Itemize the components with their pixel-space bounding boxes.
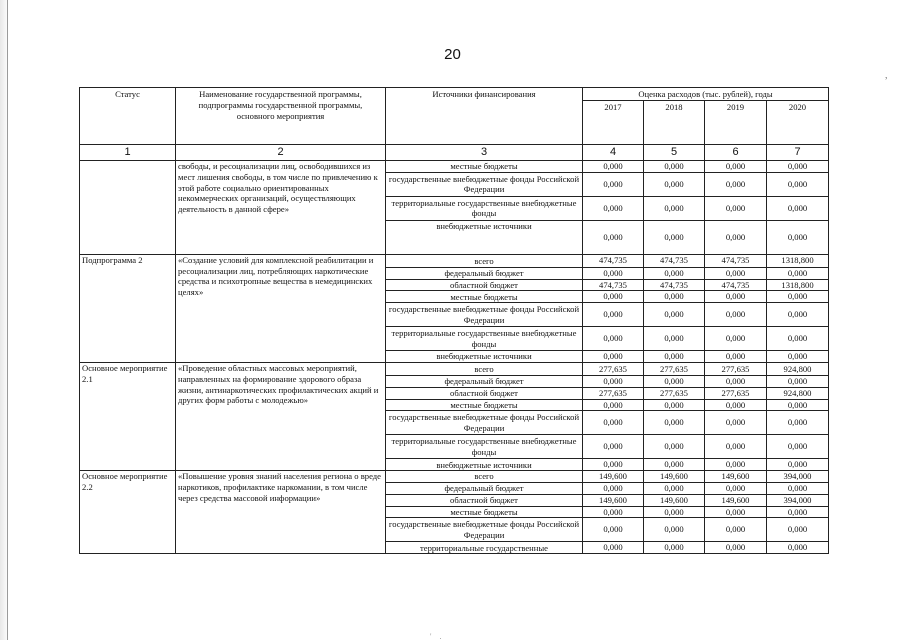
value-cell-2017: 0,000 [583,399,644,411]
value-cell-2020: 0,000 [767,506,829,518]
value-cell-2018: 149,600 [644,471,705,483]
value-cell-2017: 0,000 [583,506,644,518]
value-cell-2020: 0,000 [767,220,829,254]
value-cell-2018: 277,635 [644,362,705,375]
col-number: 2 [176,145,386,161]
value-cell-2019: 0,000 [705,196,767,220]
funding-source-cell: внебюджетные источники [386,351,583,363]
value-cell-2019: 0,000 [705,482,767,494]
value-cell-2019: 0,000 [705,161,767,173]
col-number: 4 [583,145,644,161]
value-cell-2020: 0,000 [767,518,829,542]
header-estimate: Оценка расходов (тыс. рублей), годы [583,88,829,101]
col-number: 7 [767,145,829,161]
value-cell-2018: 149,600 [644,494,705,506]
value-cell-2017: 0,000 [583,482,644,494]
value-cell-2020: 0,000 [767,172,829,196]
status-cell [80,161,176,255]
value-cell-2019: 0,000 [705,518,767,542]
value-cell-2019: 0,000 [705,411,767,435]
value-cell-2017: 277,635 [583,362,644,375]
funding-source-cell: территориальные государственные внебюджетные фонды [386,196,583,220]
value-cell-2018: 0,000 [644,327,705,351]
value-cell-2017: 0,000 [583,351,644,363]
value-cell-2018: 0,000 [644,518,705,542]
value-cell-2019: 0,000 [705,172,767,196]
financing-table [79,87,829,554]
scan-mark: , [885,70,888,81]
header-year-2017: 2017 [583,101,644,145]
col-number: 3 [386,145,583,161]
value-cell-2017: 0,000 [583,542,644,554]
header-year-2019: 2019 [705,101,767,145]
funding-source-cell: местные бюджеты [386,506,583,518]
value-cell-2020: 394,000 [767,471,829,483]
funding-source-cell: внебюджетные источники [386,220,583,254]
value-cell-2019: 0,000 [705,459,767,471]
value-cell-2018: 0,000 [644,172,705,196]
value-cell-2018: 0,000 [644,220,705,254]
value-cell-2018: 0,000 [644,351,705,363]
value-cell-2020: 0,000 [767,399,829,411]
funding-source-cell: государственные внебюджетные фонды Российской Федерации [386,518,583,542]
scan-artifact: ' . [430,632,445,641]
program-name-cell: «Создание условий для комплексной реабилитации и ресоциализации лиц, потребляющих наркотические средства и психотропные вещества в немедицинских целях» [176,254,386,362]
value-cell-2019: 0,000 [705,327,767,351]
value-cell-2018: 277,635 [644,387,705,399]
funding-source-cell: местные бюджеты [386,161,583,173]
value-cell-2020: 0,000 [767,161,829,173]
value-cell-2017: 0,000 [583,220,644,254]
funding-source-cell: областной бюджет [386,279,583,291]
value-cell-2017: 0,000 [583,435,644,459]
value-cell-2019: 0,000 [705,303,767,327]
value-cell-2017: 0,000 [583,196,644,220]
header-year-2020: 2020 [767,101,829,145]
table-row [80,362,829,375]
value-cell-2020: 0,000 [767,482,829,494]
scan-left-edge [0,0,8,640]
value-cell-2018: 0,000 [644,196,705,220]
value-cell-2017: 474,735 [583,279,644,291]
funding-source-cell: всего [386,471,583,483]
value-cell-2017: 0,000 [583,411,644,435]
funding-source-cell: государственные внебюджетные фонды Российской Федерации [386,172,583,196]
value-cell-2018: 0,000 [644,161,705,173]
value-cell-2019: 474,735 [705,279,767,291]
header-status: Статус [80,88,176,145]
value-cell-2018: 474,735 [644,254,705,267]
value-cell-2019: 277,635 [705,387,767,399]
status-cell: Основное мероприятие 2.2 [80,471,176,554]
value-cell-2018: 0,000 [644,267,705,279]
value-cell-2019: 149,600 [705,471,767,483]
value-cell-2018: 0,000 [644,375,705,387]
funding-source-cell: территориальные государственные внебюджетные фонды [386,435,583,459]
value-cell-2017: 0,000 [583,161,644,173]
value-cell-2019: 277,635 [705,362,767,375]
status-cell: Основное мероприятие 2.1 [80,362,176,470]
value-cell-2017: 149,600 [583,494,644,506]
value-cell-2018: 0,000 [644,291,705,303]
value-cell-2018: 0,000 [644,459,705,471]
value-cell-2018: 0,000 [644,303,705,327]
value-cell-2019: 0,000 [705,351,767,363]
funding-source-cell: федеральный бюджет [386,482,583,494]
program-name-cell: свободы, и ресоциализации лиц, освободившихся из мест лишения свободы, в том числе по привлечению к этой работе социально ориентированных некоммерческих организаций, осуществляющих деятельность в данной сфере» [176,161,386,255]
value-cell-2018: 0,000 [644,482,705,494]
value-cell-2019: 0,000 [705,375,767,387]
value-cell-2017: 0,000 [583,327,644,351]
value-cell-2017: 0,000 [583,375,644,387]
col-number: 1 [80,145,176,161]
value-cell-2019: 0,000 [705,267,767,279]
value-cell-2020: 0,000 [767,267,829,279]
value-cell-2020: 0,000 [767,375,829,387]
col-number: 6 [705,145,767,161]
funding-source-cell: местные бюджеты [386,291,583,303]
value-cell-2020: 0,000 [767,435,829,459]
funding-source-cell: всего [386,254,583,267]
value-cell-2020: 0,000 [767,411,829,435]
value-cell-2020: 924,800 [767,362,829,375]
header-name: Наименование государственной программы, подпрограммы государственной программы, основного мероприятия [176,88,386,145]
program-name-cell: «Проведение областных массовых мероприятий, направленных на формирование здорового образа жизни, антинаркотических профилактических акций и других форм работы с молодежью» [176,362,386,470]
value-cell-2020: 394,000 [767,494,829,506]
table-row [80,161,829,173]
value-cell-2019: 0,000 [705,291,767,303]
value-cell-2020: 0,000 [767,542,829,554]
funding-source-cell: территориальные государственные внебюджетные фонды [386,327,583,351]
value-cell-2018: 0,000 [644,506,705,518]
funding-source-cell: всего [386,362,583,375]
table-row [80,254,829,267]
value-cell-2019: 0,000 [705,506,767,518]
header-year-2018: 2018 [644,101,705,145]
value-cell-2019: 474,735 [705,254,767,267]
value-cell-2019: 0,000 [705,220,767,254]
value-cell-2020: 0,000 [767,291,829,303]
value-cell-2019: 149,600 [705,494,767,506]
page-number: 20 [444,46,461,63]
value-cell-2020: 1318,800 [767,279,829,291]
value-cell-2020: 0,000 [767,196,829,220]
value-cell-2017: 0,000 [583,291,644,303]
funding-source-cell: областной бюджет [386,494,583,506]
header-source: Источники финансирования [386,88,583,145]
funding-source-cell: внебюджетные источники [386,459,583,471]
funding-source-cell: территориальные государственные [386,542,583,554]
value-cell-2020: 0,000 [767,327,829,351]
value-cell-2019: 0,000 [705,399,767,411]
value-cell-2017: 0,000 [583,518,644,542]
funding-source-cell: областной бюджет [386,387,583,399]
value-cell-2017: 0,000 [583,267,644,279]
value-cell-2018: 474,735 [644,279,705,291]
value-cell-2017: 277,635 [583,387,644,399]
value-cell-2018: 0,000 [644,435,705,459]
value-cell-2017: 0,000 [583,459,644,471]
funding-source-cell: государственные внебюджетные фонды Российской Федерации [386,303,583,327]
table-row [80,471,829,483]
value-cell-2017: 0,000 [583,172,644,196]
header-row [80,88,829,101]
funding-source-cell: федеральный бюджет [386,375,583,387]
status-cell: Подпрограмма 2 [80,254,176,362]
value-cell-2019: 0,000 [705,435,767,459]
value-cell-2018: 0,000 [644,399,705,411]
col-number: 5 [644,145,705,161]
value-cell-2020: 0,000 [767,351,829,363]
funding-source-cell: местные бюджеты [386,399,583,411]
value-cell-2017: 474,735 [583,254,644,267]
funding-source-cell: федеральный бюджет [386,267,583,279]
value-cell-2020: 0,000 [767,303,829,327]
value-cell-2020: 924,800 [767,387,829,399]
column-numbers-row [80,145,829,161]
value-cell-2018: 0,000 [644,411,705,435]
program-name-cell: «Повышение уровня знаний населения региона о вреде наркотиков, профилактике наркомании, в том числе через средства массовой информации» [176,471,386,554]
funding-source-cell: государственные внебюджетные фонды Российской Федерации [386,411,583,435]
value-cell-2020: 1318,800 [767,254,829,267]
value-cell-2019: 0,000 [705,542,767,554]
value-cell-2017: 149,600 [583,471,644,483]
value-cell-2018: 0,000 [644,542,705,554]
value-cell-2017: 0,000 [583,303,644,327]
value-cell-2020: 0,000 [767,459,829,471]
